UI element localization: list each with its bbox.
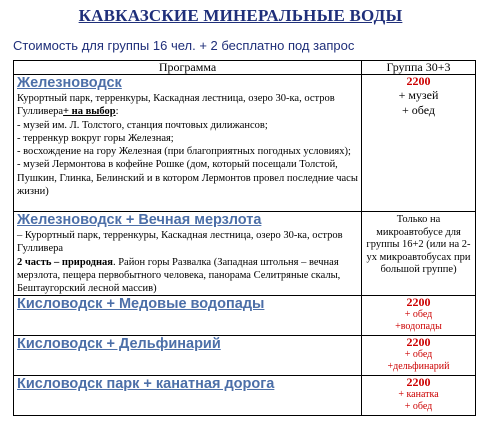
price-value: 2200: [406, 375, 431, 390]
list-item: - терренкур вокруг горы Железная;: [17, 132, 174, 144]
tours-table: [13, 60, 476, 416]
program-cell: [14, 75, 362, 212]
description-text: Курортный парк, терренкуры, Каскадная лестница, озеро 30-ка, остров Гулливера: [17, 93, 335, 118]
description-colon: :: [115, 106, 119, 118]
tour-name: Железноводск: [17, 75, 122, 91]
program-cell: [14, 376, 362, 416]
description-text: – Курортный парк, терренкуры, Каскадная лестница, озеро 30-ка, остров Гулливера: [17, 230, 343, 255]
price-extra: + музей: [398, 88, 439, 102]
table-row: [14, 336, 476, 376]
tour-description: [17, 229, 358, 295]
price-extra: + обед: [404, 349, 433, 361]
tour-name: Кисловодск парк + канатная дорога: [17, 376, 275, 393]
price-extra: +водопады: [395, 321, 442, 333]
table-row: [14, 296, 476, 336]
table-row: [14, 75, 476, 212]
list-item: - восхождение на гору Железная (при благоприятных погодных условиях);: [17, 146, 351, 158]
tour-description: [17, 92, 358, 198]
list-item: - музей Лермонтова в кофейне Рошке (дом, который посещали Толстой, Пушкин, Глинка, Белинский и в котором Лермонтов провел последние часы жизни): [17, 159, 358, 198]
tour-name: Кисловодск + Медовые водопады: [17, 296, 265, 313]
price-extra: +дельфинарий: [387, 361, 450, 373]
price-cell: [362, 75, 476, 212]
table-row: [14, 376, 476, 416]
header-group: Группа 30+3: [362, 61, 476, 75]
tour-name: Кисловодск + Дельфинарий: [17, 336, 221, 353]
transport-note: Только на микроавтобусе для группы 16+2 (или на 2-ух микроавтобусах при большой группе): [366, 214, 471, 275]
note-cell: [362, 212, 476, 296]
price-subtitle: Стоимость для группы 16 чел. + 2 бесплатно под запрос: [13, 38, 355, 53]
part2-label: 2 часть – природная: [17, 256, 113, 268]
price-value: 2200: [406, 335, 431, 350]
program-cell: [14, 336, 362, 376]
program-cell: [14, 296, 362, 336]
tour-name: Железноводск + Вечная мерзлота: [17, 212, 262, 228]
price-cell: [362, 376, 476, 416]
header-program: Программа: [14, 61, 362, 75]
price-value: 2200: [406, 74, 431, 88]
price-extra: + обед: [404, 309, 433, 321]
price-value: 2200: [406, 295, 431, 310]
price-cell: [362, 296, 476, 336]
price-extra: + канатка: [398, 389, 439, 401]
choice-label: + на выбор: [63, 106, 116, 118]
page-title: КАВКАЗСКИЕ МИНЕРАЛЬНЫЕ ВОДЫ: [78, 6, 403, 25]
table-header-row: [14, 61, 476, 75]
price-cell: [362, 336, 476, 376]
list-item: - музей им. Л. Толстого, станция почтовых дилижансов;: [17, 119, 268, 131]
program-cell: [14, 212, 362, 296]
price-extra: + обед: [402, 103, 435, 117]
part2-text: . Район горы Развалка (Западная штольня – вечная мерзлота, пещера первобытного человека, панорама Селитряные скалы, Бештаугорский лесной массив): [17, 256, 341, 295]
table-row: [14, 212, 476, 296]
price-extra: + обед: [404, 401, 433, 413]
